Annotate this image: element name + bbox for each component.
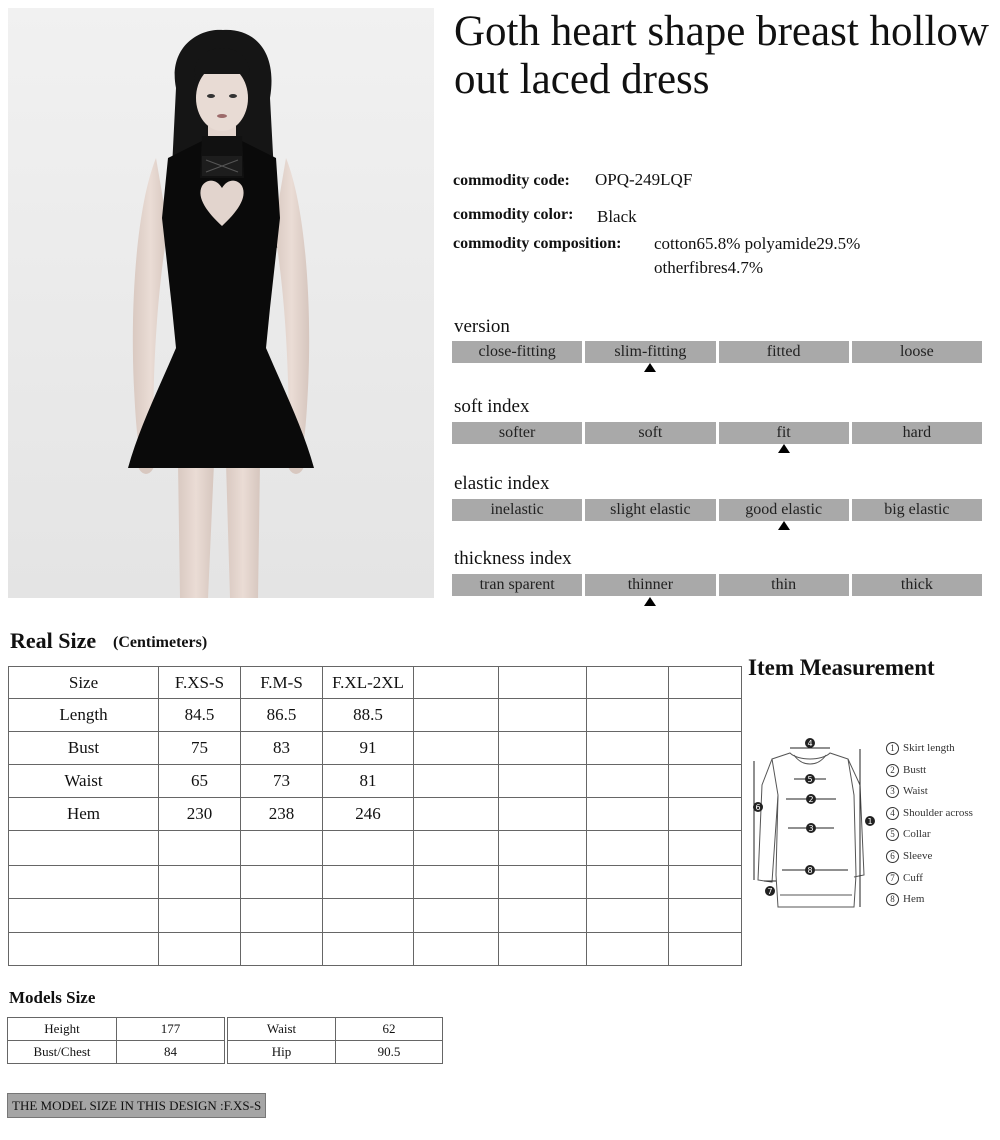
legend-label: Cuff — [903, 871, 923, 884]
version-option: close-fitting — [452, 341, 582, 363]
table-cell — [587, 866, 669, 899]
legend-item — [886, 824, 973, 846]
table-cell — [499, 866, 587, 899]
table-cell — [414, 831, 499, 866]
table-cell — [587, 765, 669, 798]
commodity-color-value: Black — [597, 207, 637, 226]
table-cell — [587, 798, 669, 831]
soft-index-option: soft — [585, 422, 715, 444]
table-cell: Bust — [9, 732, 159, 765]
legend-item — [886, 803, 973, 825]
table-cell — [499, 732, 587, 765]
table-cell — [414, 699, 499, 732]
table-cell — [159, 866, 241, 899]
table-cell — [669, 667, 742, 699]
legend-number: 5 — [886, 828, 899, 841]
table-cell — [414, 899, 499, 933]
legend-label: Collar — [903, 828, 931, 841]
table-cell: Hip — [228, 1041, 336, 1064]
table-cell — [241, 866, 323, 899]
table-header-cell: F.M-S — [241, 667, 323, 699]
table-row — [9, 899, 742, 933]
svg-text:8: 8 — [807, 866, 813, 875]
soft-index-option: hard — [852, 422, 982, 444]
product-title: Goth heart shape breast hollow out laced dress — [454, 8, 989, 103]
models-size-table-left — [7, 1017, 225, 1064]
elastic-index-scale — [452, 499, 982, 521]
legend-label: Sleeve — [903, 849, 933, 862]
table-cell — [323, 831, 414, 866]
legend-label: Hem — [903, 893, 925, 906]
soft-index-marker-icon — [778, 444, 790, 453]
commodity-composition-label: commodity composition: — [453, 235, 622, 252]
measurement-legend — [886, 738, 973, 911]
table-cell — [587, 933, 669, 966]
table-cell — [669, 899, 742, 933]
legend-item — [886, 738, 973, 760]
table-cell: 81 — [323, 765, 414, 798]
table-cell — [323, 899, 414, 933]
product-photo — [8, 8, 434, 598]
table-header-row — [9, 667, 742, 699]
commodity-code-value: OPQ-249LQF — [595, 170, 693, 189]
table-cell: 73 — [241, 765, 323, 798]
table-cell: 246 — [323, 798, 414, 831]
table-cell — [323, 933, 414, 966]
table-cell: 238 — [241, 798, 323, 831]
elastic-index-option: good elastic — [719, 499, 849, 521]
thickness-index-option: thick — [852, 574, 982, 596]
table-cell: Length — [9, 699, 159, 732]
table-cell: 84.5 — [159, 699, 241, 732]
table-cell: Waist — [228, 1018, 336, 1041]
models-size-title: Models Size — [9, 988, 96, 1007]
commodity-code-label: commodity code: — [453, 172, 570, 189]
legend-item — [886, 781, 973, 803]
svg-text:6: 6 — [755, 803, 761, 812]
version-scale — [452, 341, 982, 363]
thickness-index-option: thin — [719, 574, 849, 596]
table-cell — [499, 798, 587, 831]
table-cell — [9, 899, 159, 933]
legend-item — [886, 889, 973, 911]
table-row — [228, 1018, 443, 1041]
svg-text:7: 7 — [767, 887, 773, 896]
svg-text:3: 3 — [808, 824, 814, 833]
legend-number: 2 — [886, 764, 899, 777]
soft-index-option: softer — [452, 422, 582, 444]
table-cell — [414, 866, 499, 899]
legend-number: 8 — [886, 893, 899, 906]
table-cell — [159, 933, 241, 966]
table-cell — [669, 831, 742, 866]
table-cell: 75 — [159, 732, 241, 765]
table-cell — [499, 667, 587, 699]
table-cell — [323, 866, 414, 899]
version-option: slim-fitting — [585, 341, 715, 363]
item-measurement-title: Item Measurement — [748, 655, 935, 680]
table-row — [9, 732, 742, 765]
table-cell: Waist — [9, 765, 159, 798]
svg-text:2: 2 — [808, 795, 814, 804]
table-cell — [414, 798, 499, 831]
table-cell — [241, 933, 323, 966]
table-cell — [414, 933, 499, 966]
table-row — [228, 1041, 443, 1064]
table-cell: 62 — [336, 1018, 443, 1041]
legend-item — [886, 868, 973, 890]
soft-index-scale — [452, 422, 982, 444]
table-row — [9, 831, 742, 866]
elastic-index-option: slight elastic — [585, 499, 715, 521]
table-cell — [587, 732, 669, 765]
table-cell — [159, 899, 241, 933]
commodity-composition-line2: otherfibres4.7% — [654, 258, 764, 277]
table-cell — [499, 831, 587, 866]
table-cell — [414, 765, 499, 798]
table-cell — [669, 866, 742, 899]
version-title: version — [454, 316, 510, 337]
version-marker-icon — [644, 363, 656, 372]
table-cell — [499, 933, 587, 966]
table-cell — [669, 933, 742, 966]
thickness-index-option: thinner — [585, 574, 715, 596]
table-cell — [414, 732, 499, 765]
table-cell — [499, 765, 587, 798]
elastic-index-option: inelastic — [452, 499, 582, 521]
legend-label: Waist — [903, 785, 928, 798]
table-header-cell: Size — [9, 667, 159, 699]
table-cell: 90.5 — [336, 1041, 443, 1064]
thickness-index-option: tran sparent — [452, 574, 582, 596]
table-cell — [414, 667, 499, 699]
table-cell — [9, 831, 159, 866]
elastic-index-marker-icon — [778, 521, 790, 530]
table-cell: 86.5 — [241, 699, 323, 732]
svg-text:5: 5 — [807, 775, 813, 784]
version-option: loose — [852, 341, 982, 363]
commodity-composition-line1: cotton65.8% polyamide29.5% — [654, 234, 861, 253]
commodity-color-label: commodity color: — [453, 206, 574, 223]
table-cell — [669, 699, 742, 732]
table-cell — [587, 899, 669, 933]
legend-label: Bustt — [903, 763, 927, 776]
table-cell: 84 — [117, 1041, 225, 1064]
thickness-index-marker-icon — [644, 597, 656, 606]
legend-number: 7 — [886, 872, 899, 885]
legend-number: 3 — [886, 785, 899, 798]
table-row — [9, 866, 742, 899]
table-cell: 88.5 — [323, 699, 414, 732]
table-cell — [159, 831, 241, 866]
legend-label: Shoulder across — [903, 806, 973, 819]
soft-index-title: soft index — [454, 396, 530, 417]
table-cell: Height — [8, 1018, 117, 1041]
table-row — [8, 1018, 225, 1041]
table-cell — [9, 933, 159, 966]
legend-item — [886, 760, 973, 782]
models-size-table-right — [227, 1017, 443, 1064]
thickness-index-title: thickness index — [454, 548, 572, 569]
table-cell: 65 — [159, 765, 241, 798]
legend-number: 1 — [886, 742, 899, 755]
table-row — [9, 933, 742, 966]
table-cell — [241, 899, 323, 933]
legend-item — [886, 846, 973, 868]
elastic-index-option: big elastic — [852, 499, 982, 521]
table-cell — [241, 831, 323, 866]
real-size-title: Real Size — [10, 628, 97, 653]
table-cell: Hem — [9, 798, 159, 831]
table-row — [9, 765, 742, 798]
table-row — [9, 798, 742, 831]
table-cell — [587, 831, 669, 866]
table-header-cell: F.XL-2XL — [323, 667, 414, 699]
table-cell — [669, 765, 742, 798]
soft-index-option: fit — [719, 422, 849, 444]
legend-number: 4 — [886, 807, 899, 820]
real-size-unit: (Centimeters) — [113, 634, 208, 651]
table-cell: 91 — [323, 732, 414, 765]
table-cell — [9, 866, 159, 899]
table-cell — [669, 798, 742, 831]
table-cell — [587, 699, 669, 732]
table-cell — [669, 732, 742, 765]
garment-diagram-icon — [750, 735, 880, 915]
elastic-index-title: elastic index — [454, 473, 550, 494]
table-cell: 177 — [117, 1018, 225, 1041]
svg-text:4: 4 — [807, 739, 813, 748]
table-cell: Bust/Chest — [8, 1041, 117, 1064]
real-size-table — [8, 666, 742, 966]
version-option: fitted — [719, 341, 849, 363]
legend-label: Skirt length — [903, 742, 955, 754]
table-cell — [587, 667, 669, 699]
table-cell — [499, 899, 587, 933]
table-cell: 230 — [159, 798, 241, 831]
table-header-cell: F.XS-S — [159, 667, 241, 699]
thickness-index-scale — [452, 574, 982, 596]
svg-text:1: 1 — [867, 817, 873, 826]
table-cell — [499, 699, 587, 732]
table-row — [8, 1041, 225, 1064]
table-row — [9, 699, 742, 732]
table-cell: 83 — [241, 732, 323, 765]
model-size-note: THE MODEL SIZE IN THIS DESIGN :F.XS-S — [7, 1093, 266, 1118]
legend-number: 6 — [886, 850, 899, 863]
